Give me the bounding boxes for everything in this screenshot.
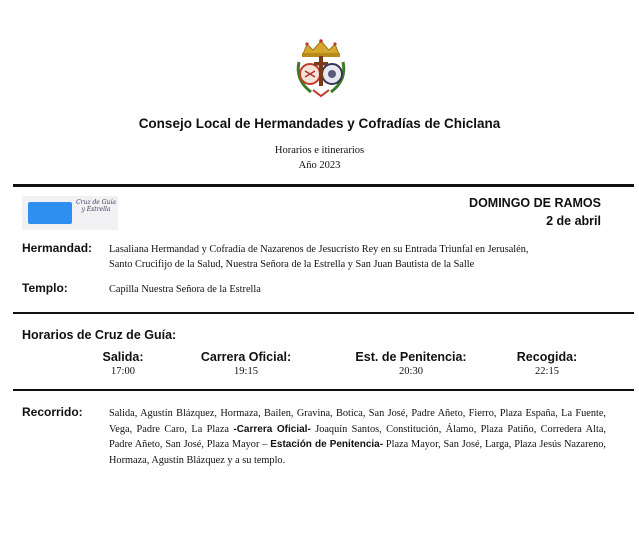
brotherhood-label: Hermandad:	[22, 241, 93, 255]
schedule-carrera-oficial	[201, 350, 291, 377]
route-part2: Joaquín Santos, Constitución, Álamo, Plaza Patiño, Corredera Alta, Padre Añeto, San José, Plaza Mayor –	[109, 423, 606, 450]
route-part1: Salida, Agustín Blázquez, Hormaza, Bailen, Gravina, Botica, San José, Padre Añeto, Fierro, Plaza España, La Fuente, Vega, Padre Caro, La Plaza	[109, 408, 606, 435]
schedule-label: Salida:	[102, 350, 144, 364]
event-logo	[22, 196, 118, 230]
organization-title: Consejo Local de Hermandades y Cofradías de Chiclana	[138, 116, 501, 131]
temple-label: Templo:	[22, 281, 68, 295]
brotherhood-name-line2: Santo Crucifijo de la Salud, Nuestra Señora de la Estrella y San Juan Bautista de la Salle	[109, 259, 475, 270]
route-label: Recorrido:	[22, 405, 83, 419]
brotherhood-crest-icon	[291, 38, 351, 98]
logo-handwriting: Cruz de Guía y Estrella	[76, 199, 116, 213]
brotherhood-name	[109, 242, 609, 272]
schedule-time: 19:15	[234, 366, 258, 377]
temple-value: Capilla Nuestra Señora de la Estrella	[109, 284, 261, 295]
schedule-estacion-penitencia	[355, 350, 466, 377]
section-divider	[13, 389, 634, 391]
schedule-title: Horarios de Cruz de Guía:	[22, 328, 177, 342]
schedule-label: Carrera Oficial:	[200, 350, 292, 364]
penance-station-label: Estación de Penitencia-	[270, 439, 384, 450]
schedule-label: Est. de Penitencia:	[355, 350, 467, 364]
schedule-recogida	[517, 350, 577, 377]
route-text	[109, 406, 606, 468]
schedule-salida	[103, 350, 144, 377]
document-subtitle: Horarios e itinerarios	[274, 145, 365, 156]
route-part3: Plaza Mayor, San José, Larga, Plaza Jesús Nazareno, Hormaza, Agustín Blázquez y a su templo.	[109, 439, 606, 466]
blue-swatch	[28, 202, 72, 224]
brotherhood-name-line1: Lasaliana Hermandad y Cofradía de Nazarenos de Jesucristo Rey en su Entrada Triunfal en Jerusalén,	[109, 244, 529, 255]
schedule-time: 22:15	[535, 366, 559, 377]
schedule-time: 20:30	[399, 366, 423, 377]
official-route-label: -Carrera Oficial-	[233, 423, 311, 435]
event-date: 2 de abril	[546, 214, 601, 228]
schedule-label: Recogida:	[516, 350, 578, 364]
event-day: DOMINGO DE RAMOS	[469, 196, 601, 210]
document-year: Año 2023	[298, 160, 341, 171]
section-divider	[13, 184, 634, 187]
section-divider	[13, 312, 634, 314]
schedule-time: 17:00	[111, 366, 135, 377]
